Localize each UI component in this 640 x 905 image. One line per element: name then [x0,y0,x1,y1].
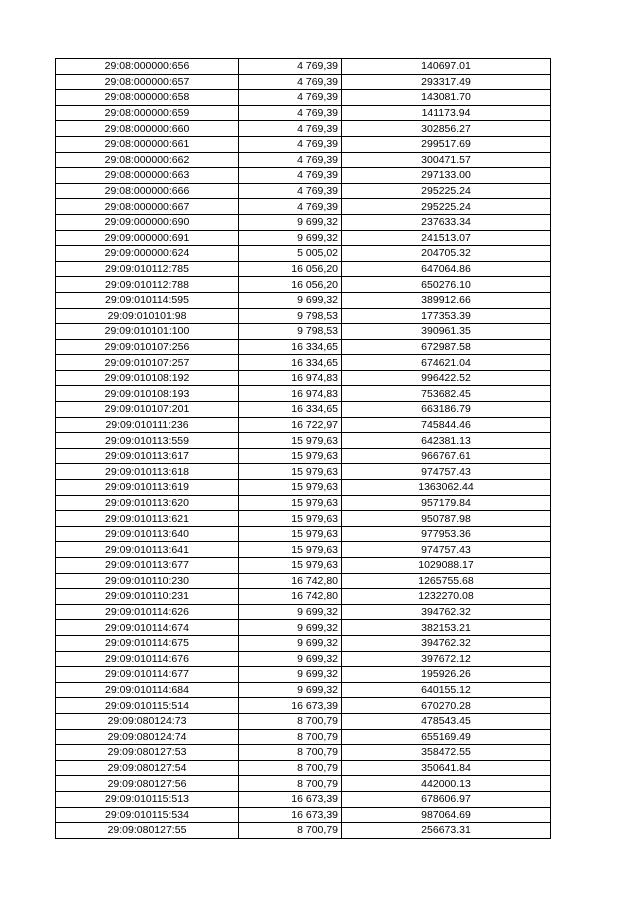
cadastral-number-cell: 29:09:010112:788 [56,277,239,293]
table-row [56,542,551,558]
area-cell: 8 700,79 [239,760,342,776]
cadastral-value-cell: 358472.55 [342,745,551,761]
table-row [56,121,551,137]
table-row [56,339,551,355]
cadastral-value-cell: 977953.36 [342,526,551,542]
cadastral-value-cell: 996422.52 [342,370,551,386]
table-row [56,59,551,75]
cadastral-value-cell: 647064.86 [342,261,551,277]
area-cell: 16 056,20 [239,261,342,277]
cadastral-number-cell: 29:09:080127:55 [56,823,239,839]
cadastral-value-cell: 678606.97 [342,791,551,807]
cadastral-number-cell: 29:09:010101:100 [56,324,239,340]
area-cell: 16 334,65 [239,339,342,355]
area-cell: 15 979,63 [239,433,342,449]
area-cell: 9 699,32 [239,292,342,308]
table-row [56,355,551,371]
cadastral-number-cell: 29:09:000000:690 [56,214,239,230]
cadastral-value-cell: 1232270.08 [342,589,551,605]
table-row [56,589,551,605]
cadastral-number-cell: 29:08:000000:658 [56,90,239,106]
table-row [56,90,551,106]
cadastral-value-cell: 974757.43 [342,464,551,480]
cadastral-number-cell: 29:08:000000:657 [56,74,239,90]
table-row [56,480,551,496]
cadastral-number-cell: 29:09:010110:231 [56,589,239,605]
area-cell: 16 334,65 [239,355,342,371]
cadastral-number-cell: 29:09:000000:624 [56,246,239,262]
cadastral-number-cell: 29:09:010107:257 [56,355,239,371]
cadastral-value-cell: 640155.12 [342,682,551,698]
cadastral-number-cell: 29:09:010115:514 [56,698,239,714]
area-cell: 15 979,63 [239,511,342,527]
area-cell: 9 699,32 [239,604,342,620]
cadastral-number-cell: 29:09:010110:230 [56,573,239,589]
area-cell: 16 673,39 [239,807,342,823]
table-row [56,448,551,464]
cadastral-number-cell: 29:09:010111:236 [56,417,239,433]
table-row [56,807,551,823]
cadastral-number-cell: 29:08:000000:667 [56,199,239,215]
cadastral-value-cell: 241513.07 [342,230,551,246]
cadastral-value-cell: 140697.01 [342,59,551,75]
cadastral-value-cell: 672987.58 [342,339,551,355]
table-body [56,59,551,839]
table-row [56,105,551,121]
cadastral-value-cell: 295225.24 [342,199,551,215]
cadastral-number-cell: 29:09:010113:620 [56,495,239,511]
table-row [56,713,551,729]
cadastral-value-cell: 394762.32 [342,635,551,651]
cadastral-number-cell: 29:09:010113:621 [56,511,239,527]
area-cell: 15 979,63 [239,558,342,574]
cadastral-number-cell: 29:09:010112:785 [56,261,239,277]
area-cell: 15 979,63 [239,495,342,511]
table-row [56,791,551,807]
cadastral-value-cell: 753682.45 [342,386,551,402]
table-row [56,495,551,511]
table-row [56,402,551,418]
area-cell: 9 699,32 [239,635,342,651]
area-cell: 4 769,39 [239,152,342,168]
area-cell: 8 700,79 [239,729,342,745]
cadastral-value-cell: 143081.70 [342,90,551,106]
cadastral-value-cell: 350641.84 [342,760,551,776]
area-cell: 4 769,39 [239,183,342,199]
cadastral-number-cell: 29:09:080127:54 [56,760,239,776]
cadastral-number-cell: 29:08:000000:660 [56,121,239,137]
area-cell: 4 769,39 [239,136,342,152]
table-row [56,386,551,402]
cadastral-number-cell: 29:09:010113:619 [56,480,239,496]
cadastral-value-cell: 950787.98 [342,511,551,527]
table-row [56,573,551,589]
table-row [56,651,551,667]
cadastral-number-cell: 29:09:010113:617 [56,448,239,464]
area-cell: 8 700,79 [239,713,342,729]
cadastral-number-cell: 29:09:010115:534 [56,807,239,823]
area-cell: 16 742,80 [239,589,342,605]
cadastral-number-cell: 29:09:080124:73 [56,713,239,729]
cadastral-value-cell: 966767.61 [342,448,551,464]
table-row [56,324,551,340]
cadastral-number-cell: 29:09:010114:674 [56,620,239,636]
area-cell: 15 979,63 [239,480,342,496]
area-cell: 8 700,79 [239,745,342,761]
cadastral-value-cell: 987064.69 [342,807,551,823]
table-row [56,760,551,776]
area-cell: 15 979,63 [239,448,342,464]
cadastral-number-cell: 29:09:010114:626 [56,604,239,620]
cadastral-number-cell: 29:09:010114:595 [56,292,239,308]
cadastral-number-cell: 29:09:010114:684 [56,682,239,698]
area-cell: 9 699,32 [239,620,342,636]
table-row [56,152,551,168]
cadastral-number-cell: 29:08:000000:656 [56,59,239,75]
table-row [56,511,551,527]
cadastral-number-cell: 29:09:010114:676 [56,651,239,667]
table-row [56,745,551,761]
cadastral-value-cell: 674621.04 [342,355,551,371]
table-row [56,74,551,90]
cadastral-number-cell: 29:09:080127:53 [56,745,239,761]
table-row [56,776,551,792]
area-cell: 16 673,39 [239,791,342,807]
area-cell: 4 769,39 [239,59,342,75]
table-row [56,604,551,620]
cadastral-value-cell: 389912.66 [342,292,551,308]
cadastral-number-cell: 29:08:000000:666 [56,183,239,199]
table-row [56,464,551,480]
cadastral-number-cell: 29:09:010113:640 [56,526,239,542]
cadastral-number-cell: 29:09:010115:513 [56,791,239,807]
table-row [56,261,551,277]
table-row [56,370,551,386]
table-row [56,230,551,246]
table-row [56,214,551,230]
cadastral-value-cell: 1029088.17 [342,558,551,574]
area-cell: 4 769,39 [239,121,342,137]
cadastral-number-cell: 29:09:010107:256 [56,339,239,355]
cadastral-number-cell: 29:09:010113:618 [56,464,239,480]
cadastral-number-cell: 29:09:010113:641 [56,542,239,558]
cadastral-value-cell: 670270.28 [342,698,551,714]
cadastral-value-cell: 650276.10 [342,277,551,293]
table-row [56,558,551,574]
cadastral-number-cell: 29:09:080124:74 [56,729,239,745]
cadastral-value-cell: 663186.79 [342,402,551,418]
cadastral-number-cell: 29:09:010113:677 [56,558,239,574]
cadastral-value-cell: 974757.43 [342,542,551,558]
cadastral-value-cell: 195926.26 [342,667,551,683]
table-row [56,526,551,542]
cadastral-value-cell: 382153.21 [342,620,551,636]
area-cell: 4 769,39 [239,74,342,90]
area-cell: 15 979,63 [239,542,342,558]
table-row [56,682,551,698]
table-row [56,698,551,714]
area-cell: 16 056,20 [239,277,342,293]
area-cell: 8 700,79 [239,823,342,839]
cadastral-value-cell: 478543.45 [342,713,551,729]
cadastral-value-cell: 957179.84 [342,495,551,511]
cadastral-number-cell: 29:09:010114:677 [56,667,239,683]
table-row [56,635,551,651]
cadastral-value-cell: 394762.32 [342,604,551,620]
cadastral-value-cell: 642381.13 [342,433,551,449]
cadastral-value-cell: 204705.32 [342,246,551,262]
area-cell: 4 769,39 [239,90,342,106]
table-row [56,667,551,683]
area-cell: 16 742,80 [239,573,342,589]
cadastral-value-cell: 293317.49 [342,74,551,90]
cadastral-number-cell: 29:08:000000:661 [56,136,239,152]
area-cell: 16 974,83 [239,370,342,386]
area-cell: 16 974,83 [239,386,342,402]
table-row [56,433,551,449]
cadastral-value-cell: 256673.31 [342,823,551,839]
cadastral-number-cell: 29:08:000000:659 [56,105,239,121]
area-cell: 4 769,39 [239,105,342,121]
cadastral-value-cell: 745844.46 [342,417,551,433]
cadastral-number-cell: 29:08:000000:663 [56,168,239,184]
cadastral-value-cell: 390961.35 [342,324,551,340]
area-cell: 16 673,39 [239,698,342,714]
table-row [56,168,551,184]
area-cell: 15 979,63 [239,464,342,480]
area-cell: 15 979,63 [239,526,342,542]
cadastral-value-cell: 442000.13 [342,776,551,792]
table-row [56,308,551,324]
area-cell: 5 005,02 [239,246,342,262]
cadastral-value-cell: 295225.24 [342,183,551,199]
table-row [56,277,551,293]
table-row [56,823,551,839]
cadastral-number-cell: 29:09:010113:559 [56,433,239,449]
cadastral-number-cell: 29:09:010108:193 [56,386,239,402]
cadastral-value-cell: 297133.00 [342,168,551,184]
cadastral-value-cell: 655169.49 [342,729,551,745]
cadastral-value-cell: 302856.27 [342,121,551,137]
cadastral-number-cell: 29:09:010101:98 [56,308,239,324]
table-row [56,246,551,262]
area-cell: 4 769,39 [239,168,342,184]
area-cell: 4 769,39 [239,199,342,215]
cadastral-number-cell: 29:09:010107:201 [56,402,239,418]
area-cell: 16 722,97 [239,417,342,433]
cadastral-number-cell: 29:09:010114:675 [56,635,239,651]
area-cell: 9 699,32 [239,651,342,667]
area-cell: 9 798,53 [239,308,342,324]
cadastral-value-cell: 237633.34 [342,214,551,230]
cadastral-value-cell: 177353.39 [342,308,551,324]
cadastral-value-cell: 397672.12 [342,651,551,667]
table-row [56,417,551,433]
area-cell: 9 699,32 [239,667,342,683]
table-row [56,729,551,745]
table-row [56,292,551,308]
cadastral-value-cell: 299517.69 [342,136,551,152]
area-cell: 9 699,32 [239,214,342,230]
cadastral-number-cell: 29:08:000000:662 [56,152,239,168]
cadastral-value-cell: 1363062.44 [342,480,551,496]
data-table [55,58,551,839]
cadastral-number-cell: 29:09:000000:691 [56,230,239,246]
area-cell: 9 699,32 [239,230,342,246]
table-row [56,183,551,199]
cadastral-value-cell: 300471.57 [342,152,551,168]
cadastral-value-cell: 141173.94 [342,105,551,121]
table-row [56,136,551,152]
area-cell: 8 700,79 [239,776,342,792]
area-cell: 9 699,32 [239,682,342,698]
cadastral-number-cell: 29:09:010108:192 [56,370,239,386]
cadastral-number-cell: 29:09:080127:56 [56,776,239,792]
area-cell: 9 798,53 [239,324,342,340]
area-cell: 16 334,65 [239,402,342,418]
cadastral-value-cell: 1265755.68 [342,573,551,589]
table-row [56,620,551,636]
table-row [56,199,551,215]
